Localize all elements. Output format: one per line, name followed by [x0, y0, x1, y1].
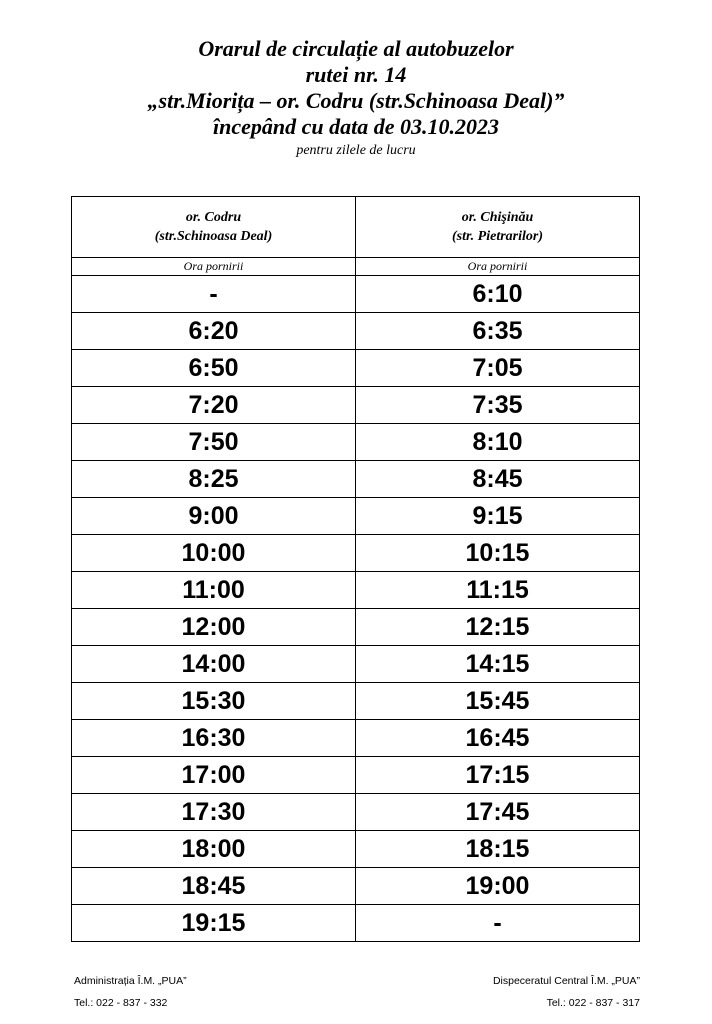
time-cell-codru: 9:00 — [72, 498, 356, 535]
column-header-row — [72, 197, 640, 258]
time-cell-codru: 18:00 — [72, 831, 356, 868]
footer-left-org: Administrația Î.M. „PUA” — [74, 975, 187, 987]
time-cell-codru: 10:00 — [72, 535, 356, 572]
time-cell-codru: 8:25 — [72, 461, 356, 498]
table-row — [72, 831, 640, 868]
time-cell-codru: 17:00 — [72, 757, 356, 794]
table-row — [72, 572, 640, 609]
time-cell-chisinau: 9:15 — [356, 498, 640, 535]
table-row — [72, 313, 640, 350]
title-line-4: începând cu data de 03.10.2023 — [213, 114, 499, 139]
time-cell-chisinau: 17:45 — [356, 794, 640, 831]
time-cell-chisinau: 18:15 — [356, 831, 640, 868]
table-row — [72, 905, 640, 942]
table-row — [72, 868, 640, 905]
time-cell-codru: - — [72, 276, 356, 313]
time-cell-chisinau: 17:15 — [356, 757, 640, 794]
time-cell-codru: 18:45 — [72, 868, 356, 905]
time-cell-chisinau: 12:15 — [356, 609, 640, 646]
column-header-codru-line1: or. Codru — [185, 210, 242, 225]
time-cell-codru: 6:20 — [72, 313, 356, 350]
time-cell-chisinau: 6:35 — [356, 313, 640, 350]
table-row — [72, 720, 640, 757]
table-row — [72, 387, 640, 424]
time-cell-codru: 16:30 — [72, 720, 356, 757]
table-row — [72, 424, 640, 461]
column-header-chisinau-line1: or. Chişinău — [461, 210, 534, 225]
column-header-chisinau — [356, 197, 640, 258]
footer-right-tel: Tel.: 022 - 837 - 317 — [546, 997, 640, 1009]
schedule-table — [71, 196, 640, 942]
document-header — [0, 36, 712, 160]
subheader-codru: Ora pornirii — [72, 258, 356, 276]
subheader-chisinau: Ora pornirii — [356, 258, 640, 276]
table-row — [72, 535, 640, 572]
footer-left — [74, 970, 187, 1014]
time-cell-chisinau: 19:00 — [356, 868, 640, 905]
title-line-2: rutei nr. 14 — [305, 62, 407, 87]
time-cell-codru: 17:30 — [72, 794, 356, 831]
time-cell-chisinau: 8:45 — [356, 461, 640, 498]
time-cell-codru: 7:20 — [72, 387, 356, 424]
time-cell-codru: 11:00 — [72, 572, 356, 609]
time-cell-chisinau: - — [356, 905, 640, 942]
table-row — [72, 350, 640, 387]
time-cell-codru: 7:50 — [72, 424, 356, 461]
time-cell-codru: 14:00 — [72, 646, 356, 683]
column-header-codru-line2: (str.Schinoasa Deal) — [154, 229, 273, 244]
time-cell-codru: 6:50 — [72, 350, 356, 387]
subheader-row — [72, 258, 640, 276]
footer-right — [493, 970, 640, 1014]
time-cell-chisinau: 7:05 — [356, 350, 640, 387]
title-line-1: Orarul de circulație al autobuzelor — [198, 36, 514, 61]
time-cell-chisinau: 11:15 — [356, 572, 640, 609]
time-cell-chisinau: 15:45 — [356, 683, 640, 720]
schedule-rows — [72, 276, 640, 942]
time-cell-chisinau: 16:45 — [356, 720, 640, 757]
time-cell-chisinau: 14:15 — [356, 646, 640, 683]
subtitle: pentru zilele de lucru — [296, 143, 416, 158]
time-cell-codru: 15:30 — [72, 683, 356, 720]
table-row — [72, 276, 640, 313]
time-cell-chisinau: 7:35 — [356, 387, 640, 424]
time-cell-chisinau: 8:10 — [356, 424, 640, 461]
footer-left-tel: Tel.: 022 - 837 - 332 — [74, 997, 168, 1009]
table-row — [72, 461, 640, 498]
time-cell-codru: 19:15 — [72, 905, 356, 942]
table-row — [72, 683, 640, 720]
footer-right-org: Dispeceratul Central Î.M. „PUA” — [492, 975, 640, 987]
title-line-3: „str.Miorița – or. Codru (str.Schinoasa Deal)” — [147, 88, 565, 113]
table-row — [72, 646, 640, 683]
column-header-chisinau-line2: (str. Pietrarilor) — [451, 229, 543, 244]
column-header-codru — [72, 197, 356, 258]
table-row — [72, 498, 640, 535]
table-row — [72, 609, 640, 646]
time-cell-chisinau: 10:15 — [356, 535, 640, 572]
time-cell-chisinau: 6:10 — [356, 276, 640, 313]
table-row — [72, 757, 640, 794]
table-row — [72, 794, 640, 831]
time-cell-codru: 12:00 — [72, 609, 356, 646]
